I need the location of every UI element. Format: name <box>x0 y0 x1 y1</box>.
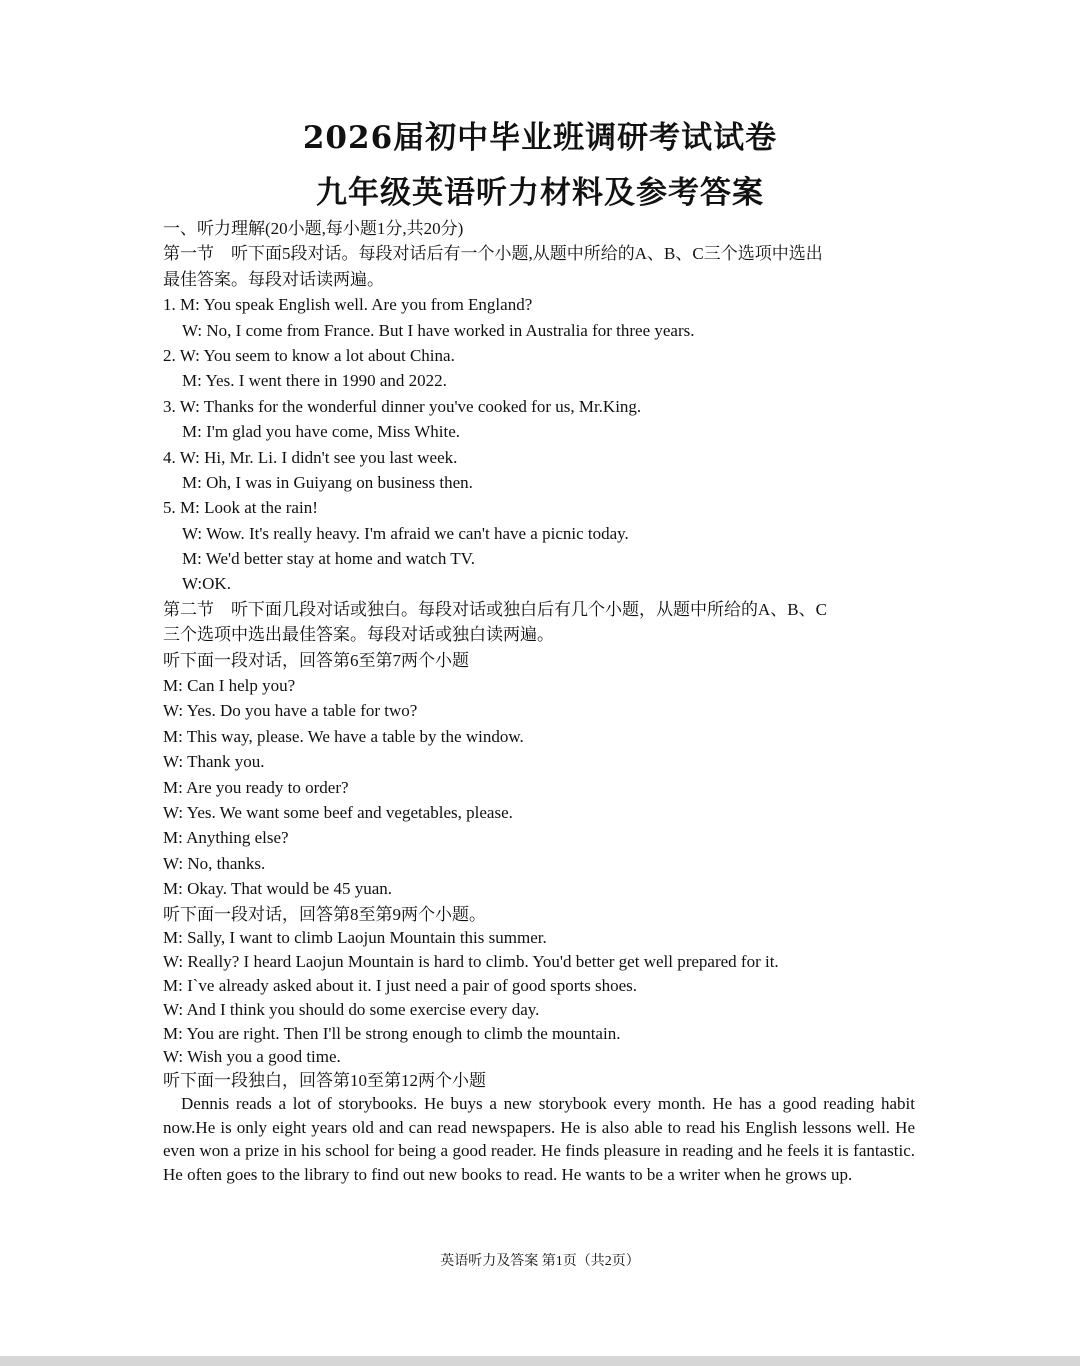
part1-heading: 一、听力理解(20小题,每小题1分,共20分) <box>163 219 464 238</box>
section1-intro-line1: 第一节 听下面5段对话。每段对话后有一个小题,从题中所给的A、B、C三个选项中选出 <box>163 244 823 264</box>
dialogue-line: M: I'm glad you have come, Miss White. <box>182 422 461 442</box>
dialogue-line: W: Thank you. <box>163 752 265 772</box>
dialogue-line: 5. M: Look at the rain! <box>163 498 318 518</box>
dialogue-line: M: This way, please. We have a table by the window. <box>163 726 524 746</box>
page-bottom-edge <box>0 1356 1080 1366</box>
dialogue-line: W: Yes. Do you have a table for two? <box>163 701 418 721</box>
dialogue-line: M: I`ve already asked about it. I just need a pair of good sports shoes. <box>163 975 637 995</box>
dialogue-line: W: And I think you should do some exercise every day. <box>163 999 540 1019</box>
dialogue-line: M: Oh, I was in Guiyang on business then. <box>182 472 473 492</box>
dialogue-line: W: No, thanks. <box>163 853 266 873</box>
page-footer: 英语听力及答案 第1页（共2页） <box>440 1254 640 1269</box>
dialogue-line: W:OK. <box>182 574 231 594</box>
dialogue-line: M: Anything else? <box>163 828 289 848</box>
document-subtitle: 九年级英语听力材料及参考答案 <box>316 175 764 211</box>
dialogue-line: 2. W: You seem to know a lot about China. <box>163 345 455 365</box>
dialogue-line: M: Sally, I want to climb Laojun Mountain this summer. <box>163 928 547 948</box>
dialogue-line: M: Are you ready to order? <box>163 777 349 797</box>
document-body <box>163 216 923 1186</box>
section2-intro-line2: 三个选项中选出最佳答案。每段对话或独白读两遍。 <box>163 625 554 645</box>
section2-intro-line1: 第二节 听下面几段对话或独白。每段对话或独白后有几个小题，从题中所给的A、B、C <box>163 599 827 619</box>
section1-intro-line2: 最佳答案。每段对话读两遍。 <box>163 269 384 289</box>
monologue-heading: 听下面一段独白，回答第10至第12两个小题 <box>163 1071 486 1091</box>
dialogue-line: W: Really? I heard Laojun Mountain is hard to climb. You'd better get well prepared for it. <box>163 952 779 972</box>
dialogue-line: M: Can I help you? <box>163 676 296 696</box>
dialogue-line: W: No, I come from France. But I have worked in Australia for three years. <box>182 320 695 340</box>
dialogue-line: M: Okay. That would be 45 yuan. <box>163 879 392 899</box>
dialogue-line: W: Yes. We want some beef and vegetables, please. <box>163 802 513 822</box>
dialogue-line: W: Wish you a good time. <box>163 1047 341 1067</box>
monologue-paragraph: Dennis reads a lot of storybooks. He buys a new storybook every month. He has a good reading habit now.He is only eight years old and can read newspapers. He is also able to read his English lessons well. He even won a prize in his school for being a good reader. He finds pleasure in reading and he feels it is fantastic. He often goes to the library to find out new books to read. He wants to be a writer when he grows up. <box>163 1093 915 1184</box>
dialogue-line: M: You are right. Then I'll be strong enough to climb the mountain. <box>163 1023 621 1043</box>
document-title: 2026届初中毕业班调研考试试卷 <box>302 120 778 156</box>
dialogue-heading: 听下面一段对话，回答第6至第7两个小题 <box>163 650 469 670</box>
dialogue-line: W: Wow. It's really heavy. I'm afraid we can't have a picnic today. <box>182 523 629 543</box>
dialogue-line: 3. W: Thanks for the wonderful dinner you've cooked for us, Mr.King. <box>163 396 642 416</box>
dialogue-line: M: Yes. I went there in 1990 and 2022. <box>182 371 447 391</box>
dialogue-line: 4. W: Hi, Mr. Li. I didn't see you last week. <box>163 447 458 467</box>
dialogue-line: 1. M: You speak English well. Are you from England? <box>163 295 533 315</box>
dialogue-heading: 听下面一段对话，回答第8至第9两个小题。 <box>163 904 486 924</box>
dialogue-line: M: We'd better stay at home and watch TV. <box>182 549 475 569</box>
